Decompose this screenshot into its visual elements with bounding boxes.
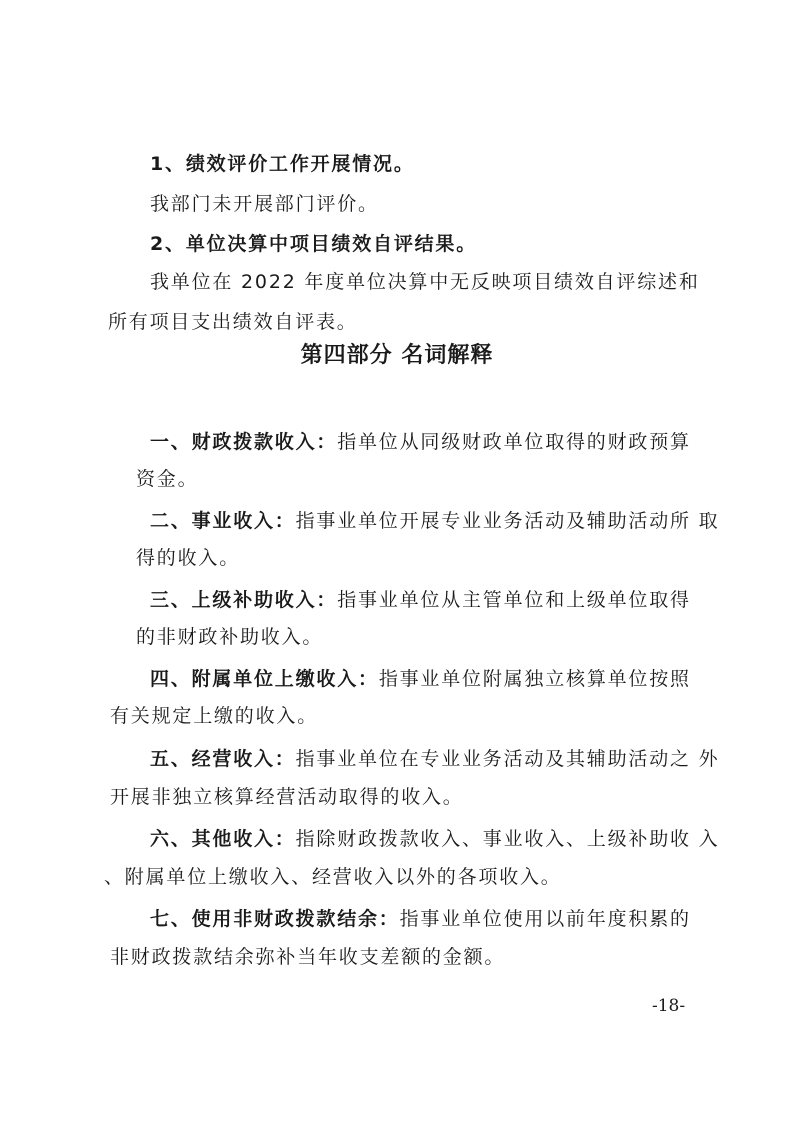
paragraph-self-evaluation-line1: 我单位在 2022 年度单位决算中无反映项目绩效自评综述和 (150, 271, 700, 293)
part-four-title: 第四部分 名词解释 (300, 343, 494, 368)
term-definition: 指事业单位开展专业业务活动及辅助活动所 取 (295, 510, 720, 532)
term-definition: 指除财政拨款收入、事业收入、上级补助收 入 (295, 828, 720, 850)
term-name: 一、财政拨款收入： (150, 431, 338, 453)
term-definition: 指事业单位从主管单位和上级单位取得 (337, 589, 691, 611)
heading-project-self-evaluation: 2、单位决算中项目绩效自评结果。 (150, 233, 478, 255)
term-entry (150, 667, 691, 691)
term-name: 三、上级补助收入： (150, 589, 338, 611)
paragraph-self-evaluation-line2: 所有项目支出绩效自评表。 (108, 311, 358, 333)
term-definition: 指事业单位附属独立核算单位按照 (378, 668, 691, 690)
term-entry (150, 430, 691, 454)
term-entry (150, 827, 719, 851)
term-definition-continued: 有关规定上缴的收入。 (110, 705, 319, 727)
term-definition-continued: 非财政拨款结余弥补当年收支差额的金额。 (110, 946, 506, 968)
term-entry (150, 509, 719, 533)
page-number: -18- (652, 996, 686, 1016)
term-name: 二、事业收入： (150, 510, 296, 532)
term-definition: 指单位从同级财政单位取得的财政预算 (337, 431, 691, 453)
term-definition: 指事业单位在专业业务活动及其辅助活动之 外 (295, 748, 720, 770)
term-entry (150, 747, 719, 771)
paragraph-evaluation-status: 我部门未开展部门评价。 (150, 193, 379, 215)
term-definition-continued: 资金。 (136, 468, 199, 490)
term-definition: 指事业单位使用以前年度积累的 (399, 908, 691, 930)
term-entry (150, 588, 691, 612)
term-name: 五、经营收入： (150, 748, 296, 770)
term-name: 四、附属单位上缴收入： (150, 668, 379, 690)
term-name: 七、使用非财政拨款结余： (150, 908, 400, 930)
term-entry (150, 907, 691, 931)
heading-performance-evaluation: 1、绩效评价工作开展情况。 (150, 153, 415, 175)
term-definition-continued: 开展非独立核算经营活动取得的收入。 (110, 786, 464, 808)
term-definition-continued: 得的收入。 (136, 547, 241, 569)
term-definition-continued: 、附属单位上缴收入、经营收入以外的各项收入。 (104, 866, 562, 888)
term-name: 六、其他收入： (150, 828, 296, 850)
term-definition-continued: 的非财政补助收入。 (136, 626, 324, 648)
